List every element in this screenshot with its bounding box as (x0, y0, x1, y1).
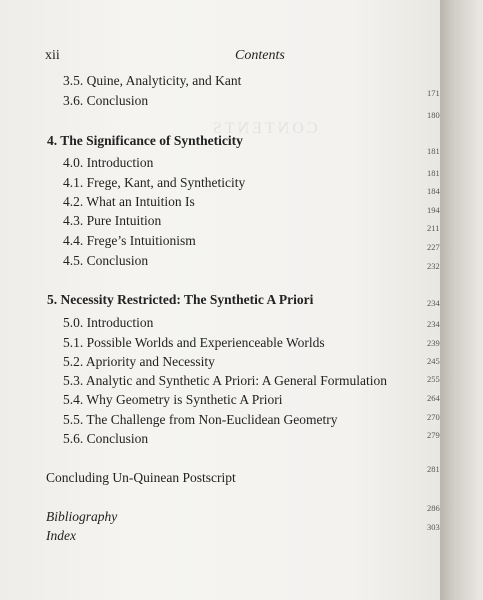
toc-entry-page: 245 (427, 356, 440, 366)
toc-entry (0, 73, 440, 98)
toc-entry-label: 5.6. Conclusion (63, 431, 149, 446)
toc-entry-label: 5.5. The Challenge from Non-Euclidean Geometry (63, 412, 338, 427)
toc-entry-page: 232 (427, 261, 440, 271)
toc-entry-page: 303 (427, 522, 440, 532)
toc-entry-page: 227 (427, 242, 440, 252)
toc-entry-label: 4.2. What an Intuition Is (63, 194, 195, 209)
toc-entry-label: 4.3. Pure Intuition (63, 213, 162, 228)
toc-entry (0, 315, 440, 333)
toc-entry-page: 239 (427, 338, 440, 348)
toc-entry-page: 171 (427, 88, 440, 98)
toc-chapter-label: 5. Necessity Restricted: The Synthetic A Priori (47, 292, 314, 307)
toc-entry-label: 4.1. Frege, Kant, and Syntheticity (63, 175, 246, 190)
toc-entry (0, 373, 440, 391)
toc-entry-label: 3.6. Conclusion (63, 93, 149, 108)
toc-chapter (0, 133, 440, 156)
toc-entry (0, 253, 440, 271)
running-header (45, 48, 440, 66)
toc-chapter (0, 292, 440, 310)
toc-entry-page: 270 (427, 412, 440, 422)
toc-entry-page: 180 (427, 110, 440, 120)
toc-entry-bibliography (0, 503, 440, 527)
toc-entry-page: 181 (427, 168, 440, 178)
toc-entry-label: Concluding Un-Quinean Postscript (46, 470, 236, 485)
toc-entry (0, 354, 440, 372)
toc-entry-label: 4.0. Introduction (63, 155, 154, 170)
toc-entry (0, 93, 440, 120)
show-through-text: CONTENTS (210, 120, 318, 137)
toc-entry-page: 264 (427, 393, 440, 403)
toc-entry-label: 5.4. Why Geometry is Synthetic A Priori (63, 392, 283, 407)
toc-entry-label: 4.5. Conclusion (63, 253, 149, 268)
toc-entry-label: 3.5. Quine, Analyticity, and Kant (63, 73, 242, 88)
toc-entry (0, 392, 440, 410)
toc-entry (0, 175, 440, 196)
toc-entry (0, 412, 440, 430)
toc-entry (0, 335, 440, 353)
toc-entry-label: 5.2. Apriority and Necessity (63, 354, 215, 369)
toc-entry-page: 234 (427, 298, 440, 308)
toc-entry-page: 211 (427, 223, 440, 233)
toc-entry-postscript (0, 464, 440, 488)
toc-entry-label: Index (46, 528, 76, 543)
toc-entry (0, 431, 440, 449)
toc-entry-page: 286 (427, 503, 440, 513)
toc-entry (0, 194, 440, 215)
toc-entry-label: 5.0. Introduction (63, 315, 154, 330)
toc-entry-label: 5.3. Analytic and Synthetic A Priori: A General Formulation (63, 373, 387, 388)
toc-entry-label: 4.4. Frege’s Intuitionism (63, 233, 196, 248)
toc-entry-label: 5.1. Possible Worlds and Experienceable Worlds (63, 335, 325, 350)
toc-entry-page: 255 (427, 374, 440, 384)
toc-entry (0, 155, 440, 178)
toc-entry-index (0, 522, 440, 546)
running-title: Contents (235, 48, 285, 63)
toc-chapter-label: 4. The Significance of Syntheticity (47, 133, 243, 148)
toc-entry-label: Bibliography (46, 509, 118, 524)
facing-page-edge (440, 0, 483, 600)
toc-entry-page: 181 (427, 146, 440, 156)
toc-entry-page: 184 (427, 186, 440, 196)
toc-entry-page: 194 (427, 205, 440, 215)
toc-entry-page: 281 (427, 464, 440, 474)
toc-entry-page: 279 (427, 430, 440, 440)
toc-entry-page: 234 (427, 319, 440, 329)
toc-entry (0, 233, 440, 251)
page-number: xii (45, 48, 60, 63)
toc-entry (0, 213, 440, 231)
